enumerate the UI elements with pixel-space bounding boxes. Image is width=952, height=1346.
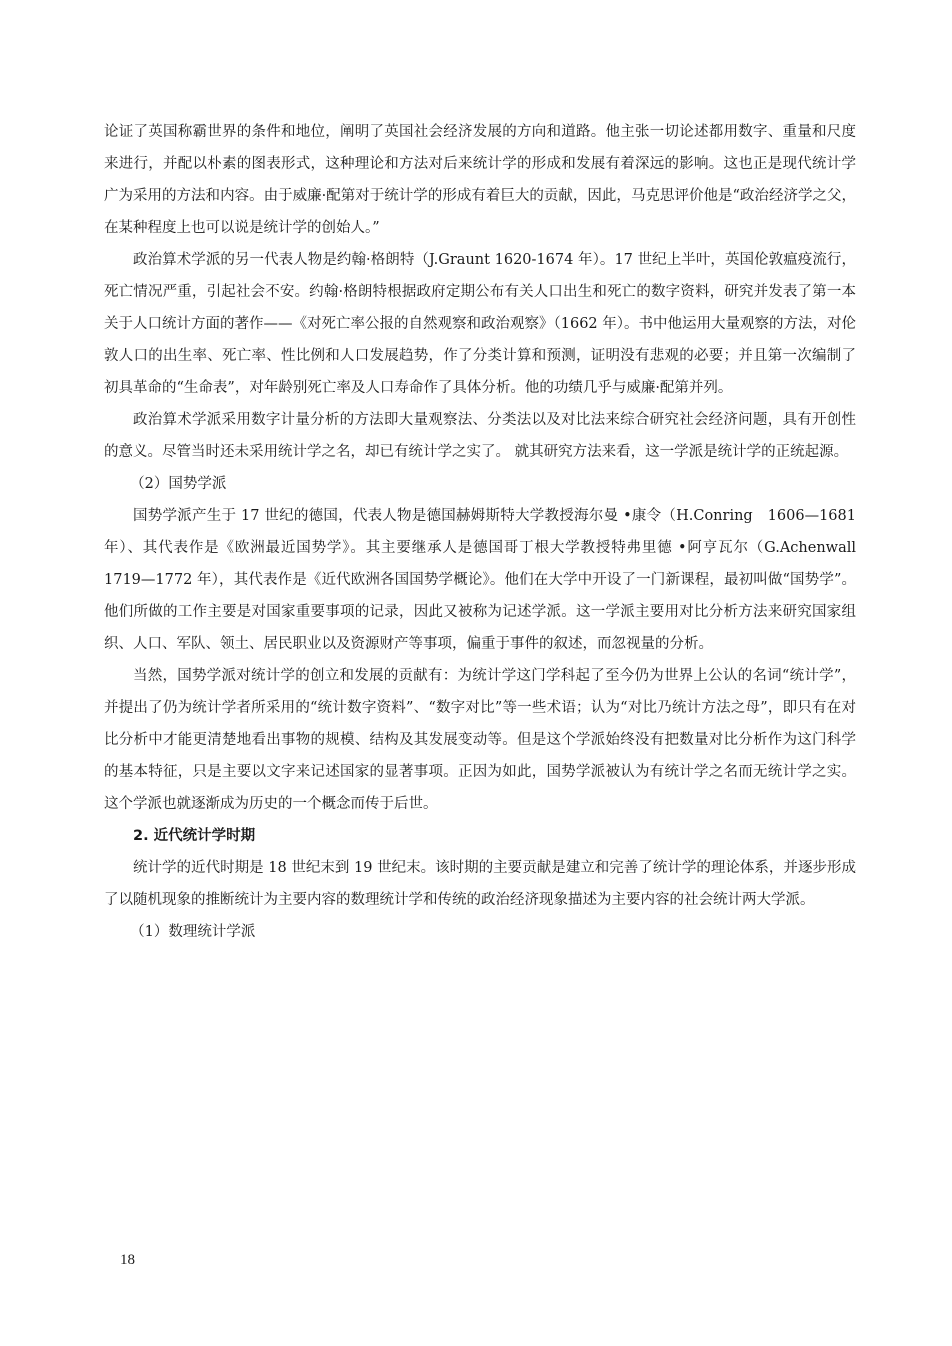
section-heading-modern-statistics: 2. 近代统计学时期 xyxy=(133,828,256,844)
paragraph-modern-statistics: 统计学的近代时期是 18 世纪末到 19 世纪末。该时期的主要贡献是建立和完善了统计学的理论体系，并逐步形成了以随机现象的推断统计为主要内容的数理统计学和传统的政治经济现象描述为主要内容的社会统计两大学派。 xyxy=(104,860,856,908)
document-body xyxy=(104,116,871,948)
paragraph-state-school-contribution: 当然，国势学派对统计学的创立和发展的贡献有：为统计学这门学科起了至今仍为世界上公认的名词“统计学”，并提出了仍为统计学者所采用的“统计数字资料”、“数字对比”等一些术语；认为“对比乃统计方法之母”，即只有在对比分析中才能更清楚地看出事物的规模、结构及其发展变动等。但是这个学派始终没有把数量对比分析作为这门科学的基本特征，只是主要以文字来记述国家的显著事项。正因为如此，国势学派被认为有统计学之名而无统计学之实。这个学派也就逐渐成为历史的一个概念而传于后世。 xyxy=(104,668,856,812)
paragraph-graunt: 政治算术学派的另一代表人物是约翰·格朗特（J.Graunt 1620-1674 年）。17 世纪上半叶，英国伦敦瘟疫流行，死亡情况严重，引起社会不安。约翰·格朗特根据政府定期公布有关人口出生和死亡的数字资料，研究并发表了第一本关于人口统计方面的著作——《对死亡率公报的自然观察和政治观察》（1662 年）。书中他运用大量观察的方法，对伦敦人口的出生率、死亡率、性比例和人口发展趋势，作了分类计算和预测，证明没有悲观的必要；并且第一次编制了初具革命的“生命表”，对年龄别死亡率及人口寿命作了具体分析。他的功绩几乎与威廉·配第并列。 xyxy=(104,252,857,396)
paragraph-petty-contribution: 论证了英国称霸世界的条件和地位，阐明了英国社会经济发展的方向和道路。他主张一切论述都用数字、重量和尺度来进行，并配以朴素的图表形式，这种理论和方法对后来统计学的形成和发展有着深远的影响。这也正是现代统计学广为采用的方法和内容。由于威廉·配第对于统计学的形成有着巨大的贡献，因此，马克思评价他是“政治经济学之父，在某种程度上也可以说是统计学的创始人。” xyxy=(104,124,856,236)
page-number: 18 xyxy=(120,1252,135,1268)
paragraph-state-school-origin: 国势学派产生于 17 世纪的德国，代表人物是德国赫姆斯特大学教授海尔曼 •康令（H.Conring 1606—1681 年）、其代表作是《欧洲最近国势学》。其主要继承人是德国哥丁根大学教授特弗里德 •阿亨瓦尔（G.Achenwall 1719—1772 年），其代表作是《近代欧洲各国国势学概论》。他们在大学中开设了一门新课程，最初叫做“国势学”。他们所做的工作主要是对国家重要事项的记录，因此又被称为记述学派。这一学派主要用对比分析方法来研究国家组织、人口、军队、领土、居民职业以及资源财产等事项，偏重于事件的叙述，而忽视量的分析。 xyxy=(104,508,871,652)
paragraph-political-arithmetic-summary: 政治算术学派采用数字计量分析的方法即大量观察法、分类法以及对比法来综合研究社会经济问题，具有开创性的意义。尽管当时还未采用统计学之名，却已有统计学之实了。 就其研究方法来看，这一学派是统计学的正统起源。 xyxy=(104,412,856,460)
subheading-mathematical-statistics: （1）数理统计学派 xyxy=(130,924,256,940)
subheading-state-school: （2）国势学派 xyxy=(130,476,227,492)
